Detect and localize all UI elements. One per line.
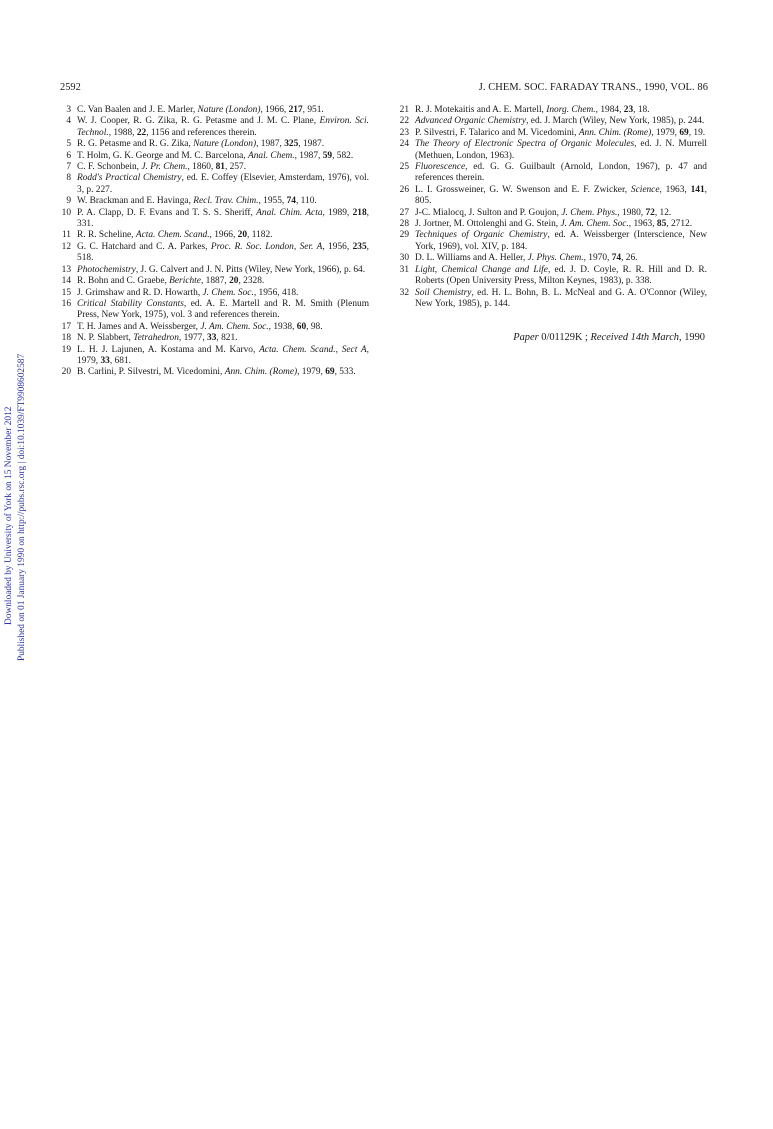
- reference-number: 3: [66, 105, 71, 115]
- reference-item: [396, 288, 707, 311]
- published-notice[interactable]: Published on 01 January 1990 on http://pubs.rsc.org | doi:10.1039/FT9908602587: [17, 353, 27, 661]
- page-number: 2592: [60, 82, 81, 93]
- reference-number: 5: [66, 139, 71, 150]
- reference-number: 19: [61, 344, 71, 355]
- reference-text: B. Carlini, P. Silvestri, M. Vicedomini, Ann. Chim. (Rome), 1979, 69, 533.: [77, 367, 356, 378]
- reference-text: R. G. Petasme and R. G. Zika, Nature (London), 1987, 325, 1987.: [77, 139, 325, 150]
- reference-number: 25: [399, 162, 409, 173]
- reference-item: [58, 345, 369, 368]
- reference-item: [396, 230, 707, 253]
- reference-number: 10: [61, 207, 71, 218]
- reference-item: [396, 219, 707, 230]
- reference-text: C. F. Schonbein, J. Pr. Chem., 1860, 81, 257.: [77, 162, 247, 173]
- reference-number: 32: [399, 287, 409, 298]
- reference-text: Critical Stability Constants, ed. A. E. Martell and R. M. Smith (Plenum Press, New York, 1975), vol. 3 and references therein.: [77, 298, 369, 321]
- reference-number: 30: [399, 253, 409, 264]
- reference-item: [396, 116, 707, 127]
- reference-text: Rodd's Practical Chemistry, ed. E. Coffey (Elsevier, Amsterdam, 1976), vol. 3, p. 227.: [77, 173, 369, 195]
- reference-text: J-C. Mialocq, J. Sulton and P. Goujon, J. Chem. Phys., 1980, 72, 12.: [415, 207, 672, 218]
- reference-item: [58, 196, 369, 207]
- reference-text: T. H. James and A. Weissberger, J. Am. Chem. Soc., 1938, 60, 98.: [77, 321, 323, 332]
- reference-item: [58, 230, 369, 241]
- reference-number: 20: [61, 367, 71, 378]
- reference-item: [396, 139, 707, 162]
- reference-item: [58, 173, 369, 196]
- reference-text: Soil Chemistry, ed. H. L. Bohn, B. L. McNeal and G. A. O'Connor (Wiley, New York, 1985), p. 144.: [415, 287, 707, 309]
- reference-number: 16: [61, 298, 71, 309]
- reference-number: 24: [399, 139, 409, 150]
- reference-text: R. J. Motekaitis and A. E. Martell, Inorg. Chem., 1984, 23, 18.: [415, 105, 650, 115]
- reference-text: P. Silvestri, F. Talarico and M. Vicedomini, Ann. Chim. (Rome), 1979, 69, 19.: [415, 127, 706, 138]
- reference-number: 31: [399, 264, 409, 275]
- reference-number: 18: [61, 333, 71, 344]
- reference-text: Techniques of Organic Chemistry, ed. A. Weissberger (Interscience, New York, 1969), vol. XIV, p. 184.: [415, 230, 708, 252]
- reference-item: [58, 105, 369, 116]
- reference-text: P. A. Clapp, D. F. Evans and T. S. S. Sheriff, Anal. Chim. Acta, 1989, 218, 331.: [77, 207, 369, 230]
- reference-item: [396, 208, 707, 219]
- reference-number: 14: [61, 276, 71, 287]
- reference-text: L. I. Grossweiner, G. W. Swenson and E. F. Zwicker, Science, 1963, 141, 805.: [415, 184, 707, 207]
- reference-item: [58, 242, 369, 265]
- running-header: [60, 82, 708, 96]
- reference-text: Photochemistry, J. G. Calvert and J. N. Pitts (Wiley, New York, 1966), p. 64.: [77, 264, 366, 275]
- reference-item: [58, 299, 369, 322]
- reference-item: [396, 253, 707, 264]
- reference-number: 13: [61, 264, 71, 275]
- reference-item: [396, 185, 707, 208]
- reference-item: [58, 139, 369, 150]
- reference-text: W. Brackman and E. Havinga, Recl. Trav. Chim., 1955, 74, 110.: [77, 196, 317, 207]
- reference-number: 9: [66, 196, 71, 207]
- reference-item: [58, 333, 369, 344]
- reference-text: R. R. Scheline, Acta. Chem. Scand., 1966, 20, 1182.: [77, 230, 273, 241]
- reference-number: 23: [399, 127, 409, 138]
- reference-number: 6: [66, 150, 71, 161]
- reference-text: D. L. Williams and A. Heller, J. Phys. Chem., 1970, 74, 26.: [415, 253, 638, 264]
- reference-text: T. Holm, G. K. George and M. C. Barcelona, Anal. Chem., 1987, 59, 582.: [77, 150, 354, 161]
- reference-text: Advanced Organic Chemistry, ed. J. March (Wiley, New York, 1985), p. 244.: [415, 116, 705, 127]
- reference-number: 26: [399, 184, 409, 195]
- reference-number: 17: [61, 321, 71, 332]
- reference-number: 7: [66, 162, 71, 173]
- reference-item: [58, 367, 369, 378]
- reference-text: G. C. Hatchard and C. A. Parkes, Proc. R. Soc. London, Ser. A, 1956, 235, 518.: [77, 241, 369, 264]
- reference-item: [58, 322, 369, 333]
- reference-number: 21: [399, 105, 409, 115]
- reference-text: R. Bohn and C. Graebe, Berichte, 1887, 20, 2328.: [77, 276, 265, 287]
- journal-citation: J. CHEM. SOC. FARADAY TRANS., 1990, VOL. 86: [478, 82, 708, 93]
- reference-item: [396, 265, 707, 288]
- reference-text: J. Grimshaw and R. D. Howarth, J. Chem. Soc., 1956, 418.: [77, 287, 299, 298]
- reference-number: 12: [61, 241, 71, 252]
- downloaded-notice: Downloaded by University of York on 15 November 2012: [4, 406, 14, 625]
- reference-text: C. Van Baalen and J. E. Marler, Nature (London), 1966, 217, 951.: [77, 105, 324, 115]
- references-right-column: [396, 105, 707, 344]
- reference-text: The Theory of Electronic Spectra of Organic Molecules, ed. J. N. Murrell (Methuen, London, 1963).: [415, 139, 707, 161]
- references-right-list: [396, 105, 707, 310]
- reference-number: 4: [66, 116, 71, 127]
- reference-item: [58, 162, 369, 173]
- references-left-column: [58, 105, 369, 379]
- reference-item: [58, 116, 369, 139]
- reference-item: [396, 162, 707, 185]
- paper-received-note: Paper 0/01129K ; Received 14th March, 1990: [513, 332, 705, 344]
- reference-number: 28: [399, 219, 409, 230]
- reference-text: J. Jortner, M. Ottolenghi and G. Stein, J. Am. Chem. Soc., 1963, 85, 2712.: [415, 219, 693, 230]
- reference-text: L. H. J. Lajunen, A. Kostama and M. Karvo, Acta. Chem. Scand., Sect A, 1979, 33, 681.: [77, 344, 369, 366]
- reference-text: Fluorescence, ed. G. G. Guilbault (Arnold, London, 1967), p. 47 and references therein.: [415, 162, 707, 184]
- reference-number: 29: [399, 230, 409, 241]
- reference-item: [58, 276, 369, 287]
- reference-number: 15: [61, 287, 71, 298]
- reference-item: [58, 208, 369, 231]
- reference-text: Light, Chemical Change and Life, ed. J. D. Coyle, R. R. Hill and D. R. Roberts (Open University Press, Milton Keynes, 1983), p. 338.: [415, 264, 708, 287]
- reference-item: [58, 265, 369, 276]
- reference-number: 8: [66, 173, 71, 184]
- reference-text: N. P. Slabbert, Tetrahedron, 1977, 33, 821.: [77, 333, 238, 344]
- reference-item: [396, 128, 707, 139]
- reference-number: 22: [399, 116, 409, 127]
- reference-number: 11: [61, 230, 71, 241]
- reference-item: [58, 151, 369, 162]
- reference-number: 27: [399, 207, 409, 218]
- reference-text: W. J. Cooper, R. G. Zika, R. G. Petasme and J. M. C. Plane, Environ. Sci. Technol., 1988, 22, 1156 and references therein.: [77, 116, 369, 138]
- reference-item: [396, 105, 707, 116]
- reference-item: [58, 288, 369, 299]
